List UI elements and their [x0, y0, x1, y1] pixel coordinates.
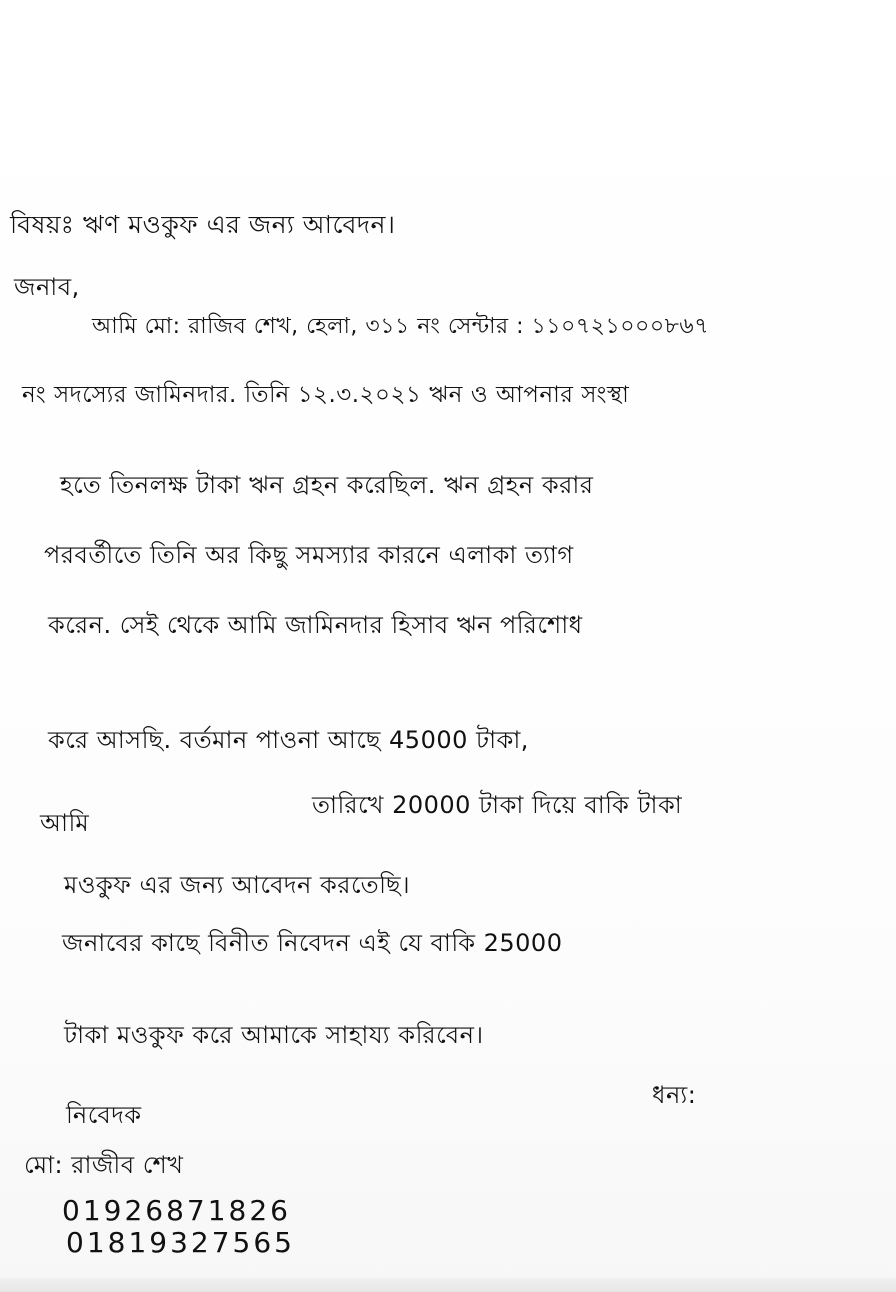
letter-salutation: জনাব,: [14, 273, 80, 301]
letter-body-line: নং সদস্যের জামিনদার. তিনি ১২.৩.২০২১ ঋন ও আপনার সংস্থা: [22, 382, 630, 408]
letter-body-line: টাকা মওকুফ করে আমাকে সাহায্য করিবেন।: [64, 1021, 484, 1049]
letter-body-line: পরবর্তীতে তিনি অর কিছু সমস্যার কারনে এলাকা ত্যাগ: [44, 541, 574, 569]
letter-body-line: করেন. সেই থেকে আমি জামিনদার হিসাব ঋন পরিশোধ: [48, 611, 583, 639]
letter-body-line: তারিখে 20000 টাকা দিয়ে বাকি টাকা: [312, 791, 683, 819]
letter-body-line: আমি: [40, 809, 90, 837]
letter-body-line: করে আসছি. বর্তমান পাওনা আছে 45000 টাকা,: [48, 726, 529, 754]
page-bottom-edge: [0, 1278, 896, 1292]
letter-body-line: জনাবের কাছে বিনীত নিবেদন এই যে বাকি 25000: [62, 929, 563, 957]
letter-body-line: মওকুফ এর জন্য আবেদন করতেছি।: [64, 871, 411, 899]
phone-number: 01819327565: [66, 1226, 295, 1259]
letter-thanks: ধন্য:: [652, 1081, 697, 1109]
letter-body-line: আমি মো: রাজিব শেখ, হেলা, ৩১১ নং সেন্টার : ১১০৭২১০০০৮৬৭: [92, 314, 710, 339]
letter-subject: বিষয়ঃ ঋণ মওকুফ এর জন্য আবেদন।: [10, 210, 396, 239]
signature-name: মো: রাজীব শেখ: [24, 1151, 184, 1179]
phone-number: 01926871826: [62, 1194, 291, 1227]
letter-closing: নিবেদক: [66, 1101, 142, 1129]
letter-body-line: হতে তিনলক্ষ টাকা ঋন গ্রহন করেছিল. ঋন গ্রহন করার: [60, 471, 594, 499]
